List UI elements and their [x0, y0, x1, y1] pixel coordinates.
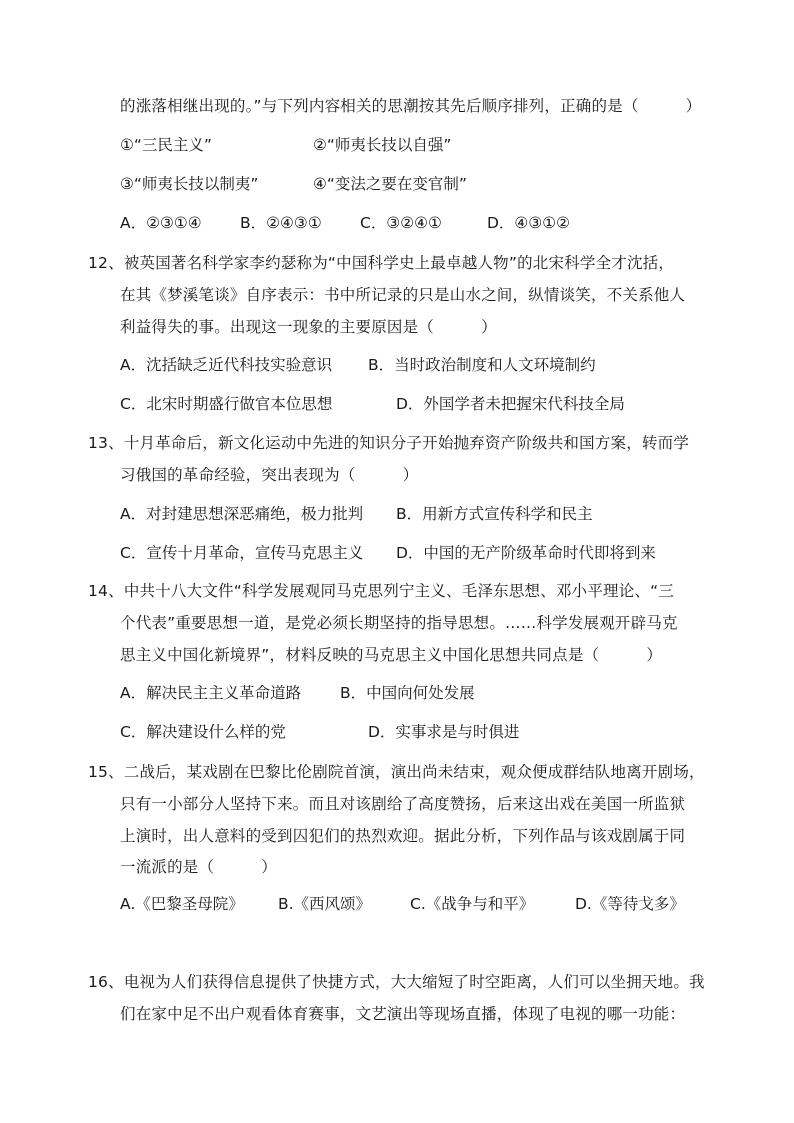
q11-item-3: ③“师夷长技以制夷” — [120, 175, 259, 193]
q16-stem-line-2: 们在家中足不出户观看体育赛事，文艺演出等现场直播，体现了电视的哪一功能： — [120, 1005, 686, 1023]
q14-option-c[interactable]: C．解决建设什么样的党 — [120, 723, 286, 741]
q15-option-c[interactable]: C.《战争与和平》 — [410, 895, 535, 913]
q11-option-a[interactable]: A．②③①④ — [120, 214, 202, 232]
q12-stem-line-2: 在其《梦溪笔谈》自序表示：书中所记录的只是山水之间，纵情谈笑，不关系他人 — [120, 286, 686, 304]
q14-option-b[interactable]: B．中国向何处发展 — [340, 684, 475, 702]
q14-stem-line-1: 14、中共十八大文件“科学发展观同马克思列宁主义、毛泽东思想、邓小平理论、“三 — [88, 582, 675, 600]
q15-stem-line-3: 上演时，出人意料的受到囚犯们的热烈欢迎。据此分析，下列作品与该戏剧属于同 — [120, 827, 686, 845]
q11-item-2: ②“师夷长技以自强” — [313, 136, 452, 154]
q12-option-d[interactable]: D．外国学者未把握宋代科技全局 — [396, 395, 625, 413]
q12-stem-line-3: 利益得失的事。出现这一现象的主要原因是（ ） — [120, 318, 497, 336]
q11-stem-line: 的涨落相继出现的。”与下列内容相关的思潮按其先后顺序排列，正确的是（ ） — [120, 97, 702, 115]
q11-item-4: ④“变法之要在变官制” — [313, 175, 467, 193]
q15-option-a[interactable]: A.《巴黎圣母院》 — [120, 895, 244, 913]
q15-option-b[interactable]: B.《西风颂》 — [278, 895, 372, 913]
q14-option-a[interactable]: A．解决民主主义革命道路 — [120, 684, 302, 702]
q15-stem-line-1: 15、二战后，某戏剧在巴黎比伦剧院首演，演出尚未结束，观众便成群结队地离开剧场， — [88, 763, 705, 781]
q11-option-d[interactable]: D．④③①② — [487, 214, 571, 232]
q13-option-c[interactable]: C．宣传十月革命，宣传马克思主义 — [120, 544, 364, 562]
q14-option-d[interactable]: D．实事求是与时俱进 — [368, 723, 520, 741]
q13-stem-line-1: 13、十月革命后，新文化运动中先进的知识分子开始抛弃资产阶级共和国方案，转而学 — [88, 434, 690, 452]
q15-option-d[interactable]: D.《等待戈多》 — [575, 895, 685, 913]
q13-stem-line-2: 习俄国的革命经验，突出表现为（ ） — [120, 466, 419, 484]
q13-option-b[interactable]: B．用新方式宣传科学和民主 — [396, 505, 593, 523]
q11-option-b[interactable]: B．②④③① — [240, 214, 322, 232]
q12-option-c[interactable]: C．北宋时期盛行做官本位思想 — [120, 395, 333, 413]
q16-stem-line-1: 16、电视为人们获得信息提供了快捷方式，大大缩短了时空距离，人们可以坐拥天地。我 — [88, 973, 705, 991]
q12-option-b[interactable]: B．当时政治制度和人文环境制约 — [368, 356, 596, 374]
q14-stem-line-2: 个代表”重要思想一道，是党必须长期坚持的指导思想。……科学发展观开辟马克 — [120, 614, 678, 632]
q11-item-1: ①“三民主义” — [120, 136, 212, 154]
q15-stem-line-2: 只有一小部分人坚持下来。而且对该剧给了高度赞扬，后来这出戏在美国一所监狱 — [120, 795, 686, 813]
q13-option-a[interactable]: A．对封建思想深恶痛绝，极力批判 — [120, 505, 364, 523]
q14-stem-line-3: 思主义中国化新境界”，材料反映的马克思主义中国化思想共同点是（ ） — [120, 646, 663, 664]
q12-stem-line-1: 12、被英国著名科学家李约瑟称为“中国科学史上最卓越人物”的北宋科学全才沈括， — [88, 254, 675, 272]
q15-stem-line-4: 一流派的是（ ） — [120, 858, 278, 876]
q12-option-a[interactable]: A．沈括缺乏近代科技实验意识 — [120, 356, 333, 374]
q13-option-d[interactable]: D．中国的无产阶级革命时代即将到来 — [396, 544, 656, 562]
q11-option-c[interactable]: C．③②④① — [360, 214, 442, 232]
